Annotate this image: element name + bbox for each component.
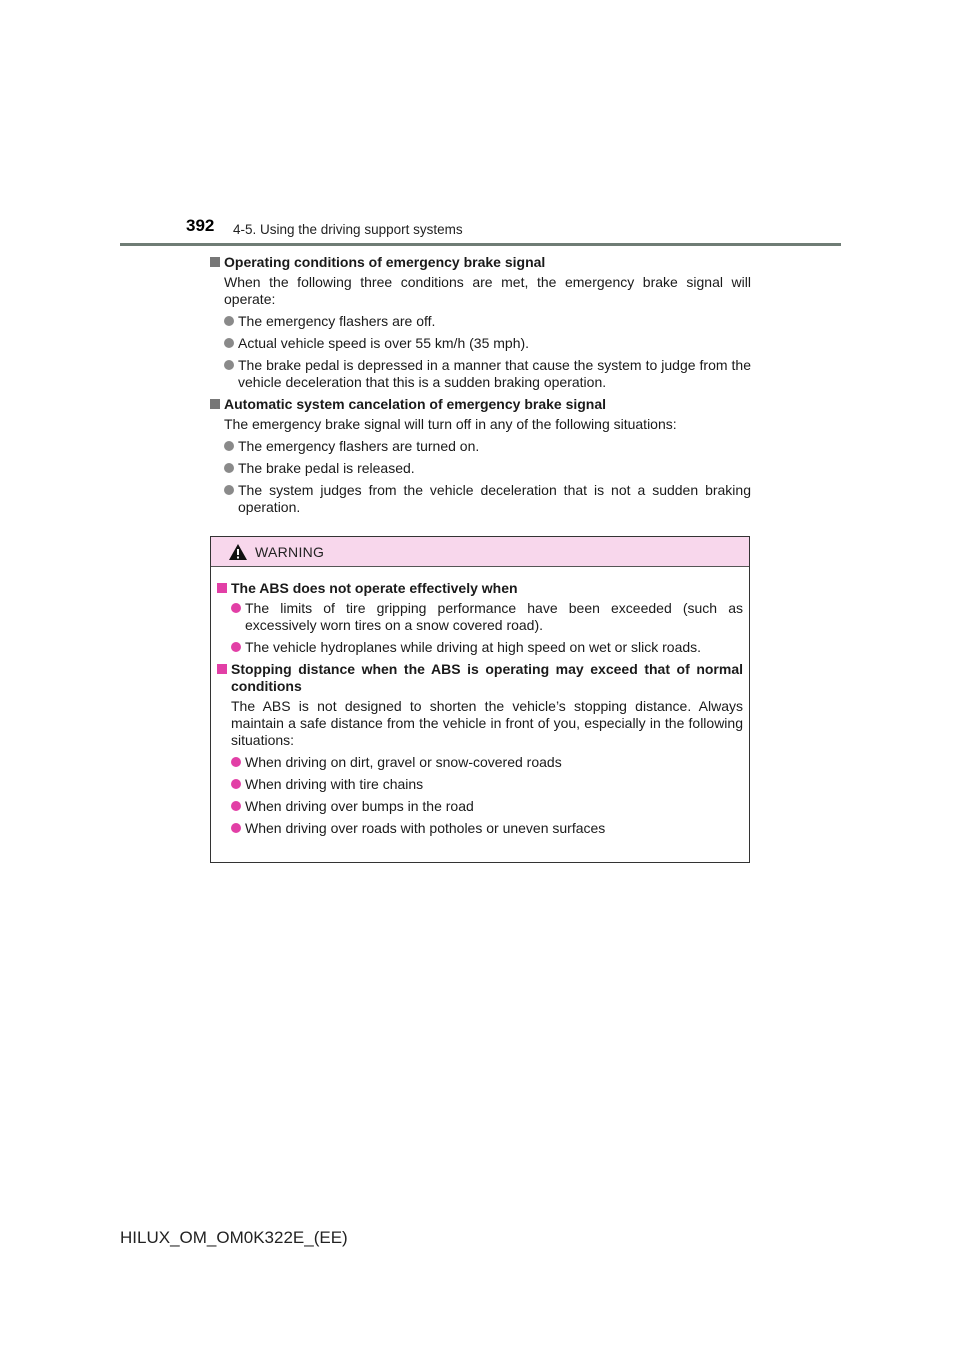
- warning-body: [211, 567, 749, 837]
- list-item-text: The vehicle hydroplanes while driving at high speed on wet or slick roads.: [245, 639, 702, 655]
- header-rule: [120, 243, 841, 246]
- list-item: [217, 776, 743, 793]
- circle-bullet-icon: [231, 801, 241, 811]
- section-intro: When the following three conditions are met, the emergency brake signal will operate:: [224, 274, 751, 307]
- list-item: [217, 639, 743, 656]
- circle-bullet-icon: [224, 463, 234, 473]
- section-heading-emergency-brake-conditions: [210, 254, 751, 271]
- list-item-text: When driving over roads with potholes or uneven surfaces: [245, 820, 606, 836]
- page-number: 392: [186, 216, 215, 235]
- circle-bullet-icon: [231, 603, 241, 613]
- circle-bullet-icon: [231, 779, 241, 789]
- list-item: [217, 798, 743, 815]
- list-item: [210, 357, 751, 391]
- circle-bullet-icon: [224, 338, 234, 348]
- list-item-text: Actual vehicle speed is over 55 km/h (35 mph).: [238, 335, 530, 351]
- list-item: [217, 600, 743, 634]
- list-item-text: The limits of tire gripping performance have been exceeded (such as excessively worn tires on a snow covered road).: [245, 600, 743, 633]
- heading-text: Automatic system cancelation of emergency brake signal: [224, 396, 607, 412]
- list-item: [210, 482, 751, 516]
- circle-bullet-icon: [224, 316, 234, 326]
- warning-intro: The ABS is not designed to shorten the vehicle’s stopping distance. Always maintain a safe distance from the vehicle in front of you, especially in the following situations:: [231, 698, 743, 748]
- circle-bullet-icon: [224, 485, 234, 495]
- section-intro: The emergency brake signal will turn off in any of the following situations:: [224, 416, 677, 432]
- section-title: 4-5. Using the driving support systems: [233, 222, 463, 237]
- heading-text: Stopping distance when the ABS is operating may exceed that of normal conditions: [231, 661, 743, 694]
- warning-heading-stopping-distance: [217, 661, 743, 695]
- square-bullet-icon: [217, 583, 227, 593]
- square-bullet-icon: [217, 664, 227, 674]
- list-item: [210, 313, 751, 330]
- document-code: HILUX_OM_OM0K322E_(EE): [120, 1228, 348, 1247]
- list-item: [217, 820, 743, 837]
- heading-text: The ABS does not operate effectively when: [231, 580, 518, 596]
- circle-bullet-icon: [231, 757, 241, 767]
- circle-bullet-icon: [231, 642, 241, 652]
- list-item: [210, 460, 751, 477]
- list-item-text: The brake pedal is depressed in a manner that cause the system to judge from the vehicle deceleration that this is a sudden braking operation.: [238, 357, 751, 390]
- list-item-text: The brake pedal is released.: [238, 460, 415, 476]
- warning-header: [211, 537, 749, 567]
- list-item-text: When driving on dirt, gravel or snow-covered roads: [245, 754, 562, 770]
- list-item-text: The emergency flashers are turned on.: [238, 438, 480, 454]
- list-item-text: When driving with tire chains: [245, 776, 424, 792]
- square-bullet-icon: [210, 257, 220, 267]
- circle-bullet-icon: [231, 823, 241, 833]
- heading-text: Operating conditions of emergency brake signal: [224, 254, 546, 270]
- section-heading-automatic-cancelation: [210, 396, 751, 413]
- main-content: [210, 254, 751, 521]
- list-item-text: The system judges from the vehicle deceleration that is not a sudden braking operation.: [238, 482, 751, 515]
- square-bullet-icon: [210, 399, 220, 409]
- list-item: [210, 438, 751, 455]
- warning-label: WARNING: [255, 544, 325, 560]
- list-item: [217, 754, 743, 771]
- circle-bullet-icon: [224, 441, 234, 451]
- warning-triangle-icon: [228, 543, 248, 561]
- list-item-text: When driving over bumps in the road: [245, 798, 474, 814]
- warning-heading-abs-ineffective: [217, 580, 743, 597]
- circle-bullet-icon: [224, 360, 234, 370]
- list-item: [210, 335, 751, 352]
- list-item-text: The emergency flashers are off.: [238, 313, 436, 329]
- warning-box: [210, 536, 750, 863]
